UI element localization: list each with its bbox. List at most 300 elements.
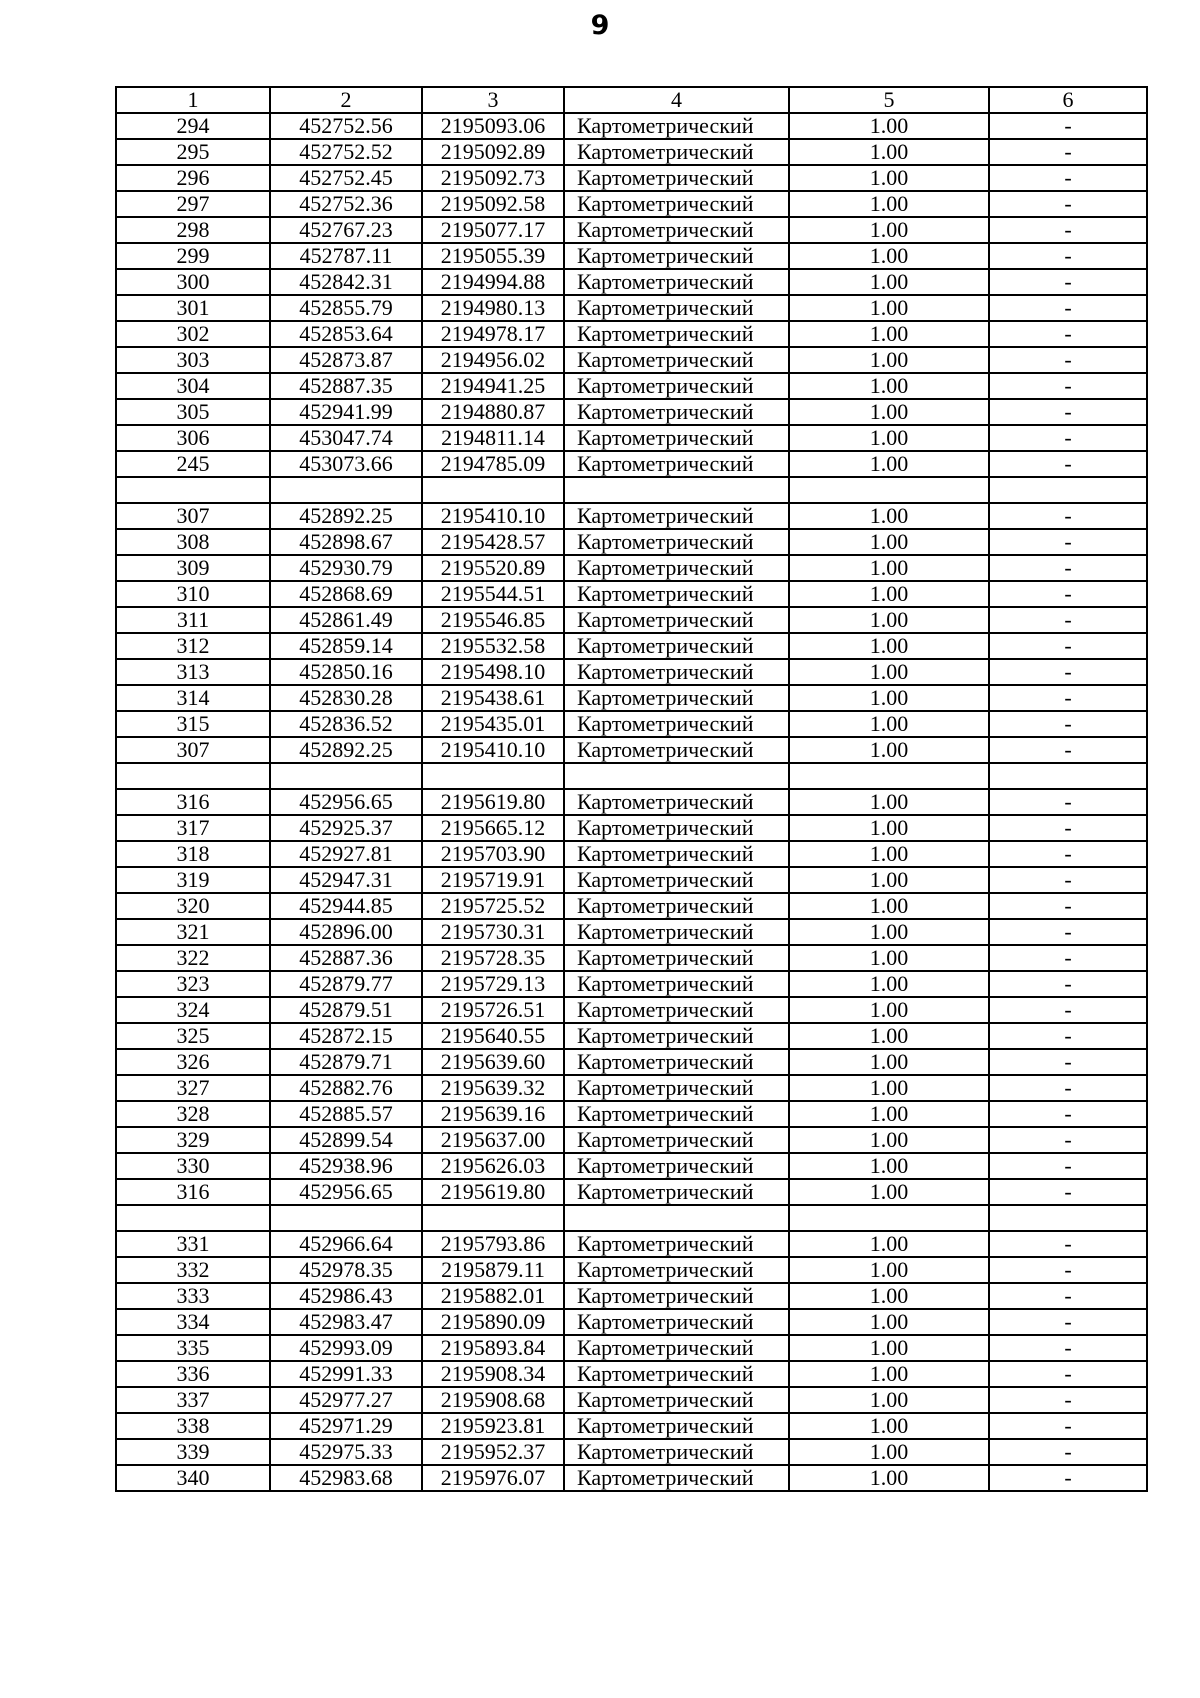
description-cell: -: [989, 997, 1147, 1023]
table-row: [116, 321, 1147, 347]
accuracy-cell: 1.00: [789, 1465, 989, 1491]
accuracy-cell: 1.00: [789, 997, 989, 1023]
y-coordinate-cell: 2195728.35: [422, 945, 564, 971]
point-number-cell: 314: [116, 685, 270, 711]
x-coordinate-cell: 452887.36: [270, 945, 422, 971]
method-cell: Картометрический: [564, 1023, 789, 1049]
accuracy-cell: 1.00: [789, 1049, 989, 1075]
y-coordinate-cell: 2195640.55: [422, 1023, 564, 1049]
method-cell: Картометрический: [564, 295, 789, 321]
point-number-cell: 305: [116, 399, 270, 425]
table-row: [116, 425, 1147, 451]
y-coordinate-cell: 2195435.01: [422, 711, 564, 737]
accuracy-cell: 1.00: [789, 945, 989, 971]
y-coordinate-cell: 2195520.89: [422, 555, 564, 581]
x-coordinate-cell: 452892.25: [270, 737, 422, 763]
table-row: [116, 243, 1147, 269]
accuracy-cell: 1.00: [789, 1283, 989, 1309]
y-coordinate-cell: 2195908.34: [422, 1361, 564, 1387]
y-coordinate-cell: [422, 477, 564, 503]
method-cell: Картометрический: [564, 1439, 789, 1465]
point-number-cell: 307: [116, 503, 270, 529]
y-coordinate-cell: 2195532.58: [422, 633, 564, 659]
point-number-cell: 321: [116, 919, 270, 945]
method-cell: Картометрический: [564, 893, 789, 919]
x-coordinate-cell: 452885.57: [270, 1101, 422, 1127]
x-coordinate-cell: 452872.15: [270, 1023, 422, 1049]
description-cell: -: [989, 867, 1147, 893]
description-cell: [989, 1205, 1147, 1231]
table-row: [116, 1257, 1147, 1283]
point-number-cell: 306: [116, 425, 270, 451]
description-cell: -: [989, 1413, 1147, 1439]
table-row: [116, 685, 1147, 711]
table-row: [116, 191, 1147, 217]
y-coordinate-cell: 2195879.11: [422, 1257, 564, 1283]
method-cell: Картометрический: [564, 529, 789, 555]
y-coordinate-cell: 2195637.00: [422, 1127, 564, 1153]
point-number-cell: 300: [116, 269, 270, 295]
description-cell: -: [989, 1179, 1147, 1205]
x-coordinate-cell: 452887.35: [270, 373, 422, 399]
accuracy-cell: 1.00: [789, 1335, 989, 1361]
table-separator-row: [116, 1205, 1147, 1231]
description-cell: -: [989, 1439, 1147, 1465]
description-cell: -: [989, 633, 1147, 659]
accuracy-cell: 1.00: [789, 425, 989, 451]
x-coordinate-cell: 452993.09: [270, 1335, 422, 1361]
point-number-cell: 320: [116, 893, 270, 919]
point-number-cell: 333: [116, 1283, 270, 1309]
accuracy-cell: 1.00: [789, 607, 989, 633]
method-cell: Картометрический: [564, 1335, 789, 1361]
description-cell: -: [989, 659, 1147, 685]
x-coordinate-cell: 452899.54: [270, 1127, 422, 1153]
y-coordinate-cell: 2195639.16: [422, 1101, 564, 1127]
coordinates-table: [115, 86, 1148, 1492]
table-row: [116, 1439, 1147, 1465]
x-coordinate-cell: 452842.31: [270, 269, 422, 295]
y-coordinate-cell: 2195092.89: [422, 139, 564, 165]
x-coordinate-cell: 452925.37: [270, 815, 422, 841]
y-coordinate-cell: 2195410.10: [422, 737, 564, 763]
header-cell-4: 4: [564, 87, 789, 113]
x-coordinate-cell: 453047.74: [270, 425, 422, 451]
point-number-cell: 313: [116, 659, 270, 685]
table-row: [116, 919, 1147, 945]
table-row: [116, 997, 1147, 1023]
accuracy-cell: 1.00: [789, 685, 989, 711]
method-cell: Картометрический: [564, 659, 789, 685]
accuracy-cell: 1.00: [789, 295, 989, 321]
y-coordinate-cell: 2195923.81: [422, 1413, 564, 1439]
method-cell: Картометрический: [564, 1231, 789, 1257]
method-cell: [564, 763, 789, 789]
y-coordinate-cell: 2195976.07: [422, 1465, 564, 1491]
description-cell: -: [989, 1153, 1147, 1179]
description-cell: -: [989, 1049, 1147, 1075]
y-coordinate-cell: 2194956.02: [422, 347, 564, 373]
x-coordinate-cell: 452853.64: [270, 321, 422, 347]
y-coordinate-cell: 2195726.51: [422, 997, 564, 1023]
method-cell: Картометрический: [564, 997, 789, 1023]
accuracy-cell: 1.00: [789, 217, 989, 243]
table-row: [116, 789, 1147, 815]
point-number-cell: 296: [116, 165, 270, 191]
method-cell: Картометрический: [564, 347, 789, 373]
description-cell: -: [989, 425, 1147, 451]
x-coordinate-cell: 453073.66: [270, 451, 422, 477]
page-number: 9: [590, 10, 610, 41]
description-cell: -: [989, 321, 1147, 347]
point-number-cell: 245: [116, 451, 270, 477]
point-number-cell: 323: [116, 971, 270, 997]
description-cell: -: [989, 1387, 1147, 1413]
point-number-cell: 335: [116, 1335, 270, 1361]
method-cell: Картометрический: [564, 269, 789, 295]
y-coordinate-cell: 2195893.84: [422, 1335, 564, 1361]
accuracy-cell: 1.00: [789, 1101, 989, 1127]
accuracy-cell: 1.00: [789, 711, 989, 737]
point-number-cell: 325: [116, 1023, 270, 1049]
method-cell: Картометрический: [564, 1283, 789, 1309]
x-coordinate-cell: 452927.81: [270, 841, 422, 867]
table-row: [116, 1049, 1147, 1075]
table-row: [116, 217, 1147, 243]
x-coordinate-cell: 452787.11: [270, 243, 422, 269]
x-coordinate-cell: 452879.51: [270, 997, 422, 1023]
description-cell: -: [989, 841, 1147, 867]
x-coordinate-cell: 452986.43: [270, 1283, 422, 1309]
method-cell: Картометрический: [564, 633, 789, 659]
x-coordinate-cell: 452930.79: [270, 555, 422, 581]
accuracy-cell: 1.00: [789, 841, 989, 867]
accuracy-cell: 1.00: [789, 113, 989, 139]
x-coordinate-cell: 452767.23: [270, 217, 422, 243]
method-cell: Картометрический: [564, 945, 789, 971]
method-cell: Картометрический: [564, 217, 789, 243]
method-cell: Картометрический: [564, 1413, 789, 1439]
y-coordinate-cell: 2195665.12: [422, 815, 564, 841]
point-number-cell: 328: [116, 1101, 270, 1127]
y-coordinate-cell: 2195544.51: [422, 581, 564, 607]
point-number-cell: 308: [116, 529, 270, 555]
accuracy-cell: 1.00: [789, 1387, 989, 1413]
method-cell: Картометрический: [564, 139, 789, 165]
method-cell: Картометрический: [564, 815, 789, 841]
point-number-cell: 324: [116, 997, 270, 1023]
point-number-cell: 334: [116, 1309, 270, 1335]
point-number-cell: 303: [116, 347, 270, 373]
description-cell: -: [989, 399, 1147, 425]
y-coordinate-cell: 2195725.52: [422, 893, 564, 919]
method-cell: Картометрический: [564, 711, 789, 737]
description-cell: -: [989, 789, 1147, 815]
x-coordinate-cell: 452892.25: [270, 503, 422, 529]
x-coordinate-cell: 452975.33: [270, 1439, 422, 1465]
point-number-cell: 326: [116, 1049, 270, 1075]
x-coordinate-cell: 452983.47: [270, 1309, 422, 1335]
table-row: [116, 269, 1147, 295]
x-coordinate-cell: 452991.33: [270, 1361, 422, 1387]
description-cell: -: [989, 451, 1147, 477]
y-coordinate-cell: 2195619.80: [422, 1179, 564, 1205]
point-number-cell: 331: [116, 1231, 270, 1257]
method-cell: Картометрический: [564, 1387, 789, 1413]
table-row: [116, 893, 1147, 919]
point-number-cell: 315: [116, 711, 270, 737]
method-cell: Картометрический: [564, 1075, 789, 1101]
point-number-cell: 332: [116, 1257, 270, 1283]
y-coordinate-cell: 2195093.06: [422, 113, 564, 139]
y-coordinate-cell: 2195619.80: [422, 789, 564, 815]
description-cell: [989, 477, 1147, 503]
accuracy-cell: 1.00: [789, 139, 989, 165]
method-cell: Картометрический: [564, 971, 789, 997]
x-coordinate-cell: 452836.52: [270, 711, 422, 737]
x-coordinate-cell: 452882.76: [270, 1075, 422, 1101]
description-cell: -: [989, 1465, 1147, 1491]
table-row: [116, 347, 1147, 373]
method-cell: Картометрический: [564, 1153, 789, 1179]
y-coordinate-cell: 2195077.17: [422, 217, 564, 243]
point-number-cell: 310: [116, 581, 270, 607]
y-coordinate-cell: 2195793.86: [422, 1231, 564, 1257]
x-coordinate-cell: 452944.85: [270, 893, 422, 919]
y-coordinate-cell: 2195908.68: [422, 1387, 564, 1413]
table-row: [116, 139, 1147, 165]
method-cell: Картометрический: [564, 113, 789, 139]
point-number-cell: 340: [116, 1465, 270, 1491]
accuracy-cell: 1.00: [789, 1361, 989, 1387]
y-coordinate-cell: 2194811.14: [422, 425, 564, 451]
point-number-cell: 298: [116, 217, 270, 243]
table-row: [116, 113, 1147, 139]
table-row: [116, 659, 1147, 685]
method-cell: Картометрический: [564, 841, 789, 867]
accuracy-cell: [789, 763, 989, 789]
point-number-cell: 311: [116, 607, 270, 633]
x-coordinate-cell: 452896.00: [270, 919, 422, 945]
y-coordinate-cell: 2195719.91: [422, 867, 564, 893]
accuracy-cell: 1.00: [789, 451, 989, 477]
accuracy-cell: 1.00: [789, 373, 989, 399]
y-coordinate-cell: 2195092.58: [422, 191, 564, 217]
x-coordinate-cell: 452752.36: [270, 191, 422, 217]
point-number-cell: 304: [116, 373, 270, 399]
method-cell: [564, 1205, 789, 1231]
point-number-cell: 319: [116, 867, 270, 893]
y-coordinate-cell: 2195730.31: [422, 919, 564, 945]
accuracy-cell: 1.00: [789, 815, 989, 841]
y-coordinate-cell: 2195639.32: [422, 1075, 564, 1101]
table-row: [116, 633, 1147, 659]
table-row: [116, 1465, 1147, 1491]
table-row: [116, 503, 1147, 529]
accuracy-cell: 1.00: [789, 191, 989, 217]
point-number-cell: 327: [116, 1075, 270, 1101]
description-cell: -: [989, 217, 1147, 243]
header-cell-3: 3: [422, 87, 564, 113]
description-cell: -: [989, 1335, 1147, 1361]
point-number-cell: 318: [116, 841, 270, 867]
accuracy-cell: 1.00: [789, 165, 989, 191]
description-cell: -: [989, 971, 1147, 997]
table-row: [116, 1075, 1147, 1101]
method-cell: Картометрический: [564, 373, 789, 399]
table-row: [116, 1101, 1147, 1127]
x-coordinate-cell: 452861.49: [270, 607, 422, 633]
point-number-cell: 309: [116, 555, 270, 581]
point-number-cell: 316: [116, 1179, 270, 1205]
y-coordinate-cell: 2195410.10: [422, 503, 564, 529]
method-cell: Картометрический: [564, 451, 789, 477]
accuracy-cell: 1.00: [789, 633, 989, 659]
description-cell: -: [989, 347, 1147, 373]
method-cell: Картометрический: [564, 1257, 789, 1283]
description-cell: -: [989, 1231, 1147, 1257]
table-row: [116, 1153, 1147, 1179]
accuracy-cell: 1.00: [789, 1439, 989, 1465]
description-cell: -: [989, 1361, 1147, 1387]
x-coordinate-cell: 452830.28: [270, 685, 422, 711]
method-cell: Картометрический: [564, 1179, 789, 1205]
description-cell: -: [989, 165, 1147, 191]
x-coordinate-cell: 452752.52: [270, 139, 422, 165]
method-cell: Картометрический: [564, 867, 789, 893]
accuracy-cell: 1.00: [789, 321, 989, 347]
accuracy-cell: 1.00: [789, 971, 989, 997]
y-coordinate-cell: 2195729.13: [422, 971, 564, 997]
point-number-cell: 337: [116, 1387, 270, 1413]
description-cell: -: [989, 1101, 1147, 1127]
x-coordinate-cell: 452956.65: [270, 789, 422, 815]
description-cell: -: [989, 737, 1147, 763]
y-coordinate-cell: 2194980.13: [422, 295, 564, 321]
description-cell: -: [989, 1127, 1147, 1153]
method-cell: Картометрический: [564, 1465, 789, 1491]
method-cell: Картометрический: [564, 555, 789, 581]
table-row: [116, 711, 1147, 737]
method-cell: Картометрический: [564, 581, 789, 607]
description-cell: -: [989, 815, 1147, 841]
description-cell: -: [989, 1257, 1147, 1283]
point-number-cell: 294: [116, 113, 270, 139]
accuracy-cell: 1.00: [789, 1153, 989, 1179]
y-coordinate-cell: [422, 1205, 564, 1231]
x-coordinate-cell: 452879.71: [270, 1049, 422, 1075]
table-row: [116, 1335, 1147, 1361]
accuracy-cell: 1.00: [789, 555, 989, 581]
method-cell: Картометрический: [564, 1101, 789, 1127]
table-row: [116, 165, 1147, 191]
description-cell: -: [989, 139, 1147, 165]
x-coordinate-cell: 452859.14: [270, 633, 422, 659]
table-row: [116, 373, 1147, 399]
point-number-cell: 312: [116, 633, 270, 659]
point-number-cell: 316: [116, 789, 270, 815]
y-coordinate-cell: 2195092.73: [422, 165, 564, 191]
table-row: [116, 1023, 1147, 1049]
accuracy-cell: 1.00: [789, 1023, 989, 1049]
accuracy-cell: 1.00: [789, 1257, 989, 1283]
accuracy-cell: 1.00: [789, 659, 989, 685]
x-coordinate-cell: 452977.27: [270, 1387, 422, 1413]
table-row: [116, 1127, 1147, 1153]
table-row: [116, 815, 1147, 841]
x-coordinate-cell: [270, 477, 422, 503]
accuracy-cell: 1.00: [789, 1309, 989, 1335]
description-cell: -: [989, 1283, 1147, 1309]
method-cell: Картометрический: [564, 919, 789, 945]
point-number-cell: 307: [116, 737, 270, 763]
method-cell: Картометрический: [564, 1309, 789, 1335]
description-cell: -: [989, 243, 1147, 269]
accuracy-cell: 1.00: [789, 919, 989, 945]
y-coordinate-cell: 2195952.37: [422, 1439, 564, 1465]
accuracy-cell: 1.00: [789, 243, 989, 269]
method-cell: Картометрический: [564, 685, 789, 711]
header-row: [116, 87, 1147, 113]
description-cell: -: [989, 555, 1147, 581]
x-coordinate-cell: 452752.56: [270, 113, 422, 139]
description-cell: -: [989, 113, 1147, 139]
description-cell: -: [989, 191, 1147, 217]
point-number-cell: 330: [116, 1153, 270, 1179]
x-coordinate-cell: 452938.96: [270, 1153, 422, 1179]
accuracy-cell: [789, 1205, 989, 1231]
description-cell: -: [989, 295, 1147, 321]
header-cell-2: 2: [270, 87, 422, 113]
method-cell: Картометрический: [564, 165, 789, 191]
description-cell: -: [989, 919, 1147, 945]
y-coordinate-cell: 2195703.90: [422, 841, 564, 867]
x-coordinate-cell: 452850.16: [270, 659, 422, 685]
point-number-cell: 329: [116, 1127, 270, 1153]
table-row: [116, 399, 1147, 425]
description-cell: -: [989, 1023, 1147, 1049]
point-number-cell: 336: [116, 1361, 270, 1387]
x-coordinate-cell: 452956.65: [270, 1179, 422, 1205]
table-row: [116, 1361, 1147, 1387]
x-coordinate-cell: [270, 1205, 422, 1231]
method-cell: Картометрический: [564, 191, 789, 217]
table-header: [116, 87, 1147, 113]
accuracy-cell: 1.00: [789, 581, 989, 607]
y-coordinate-cell: 2195546.85: [422, 607, 564, 633]
description-cell: -: [989, 373, 1147, 399]
accuracy-cell: 1.00: [789, 789, 989, 815]
description-cell: -: [989, 893, 1147, 919]
accuracy-cell: 1.00: [789, 1075, 989, 1101]
x-coordinate-cell: 452971.29: [270, 1413, 422, 1439]
y-coordinate-cell: 2194978.17: [422, 321, 564, 347]
table-row: [116, 529, 1147, 555]
x-coordinate-cell: 452978.35: [270, 1257, 422, 1283]
point-number-cell: 295: [116, 139, 270, 165]
y-coordinate-cell: 2195055.39: [422, 243, 564, 269]
method-cell: Картометрический: [564, 1049, 789, 1075]
description-cell: -: [989, 581, 1147, 607]
accuracy-cell: 1.00: [789, 1231, 989, 1257]
table-row: [116, 945, 1147, 971]
table-separator-row: [116, 763, 1147, 789]
description-cell: -: [989, 1309, 1147, 1335]
y-coordinate-cell: 2195626.03: [422, 1153, 564, 1179]
point-number-cell: 338: [116, 1413, 270, 1439]
y-coordinate-cell: 2194880.87: [422, 399, 564, 425]
method-cell: Картометрический: [564, 399, 789, 425]
